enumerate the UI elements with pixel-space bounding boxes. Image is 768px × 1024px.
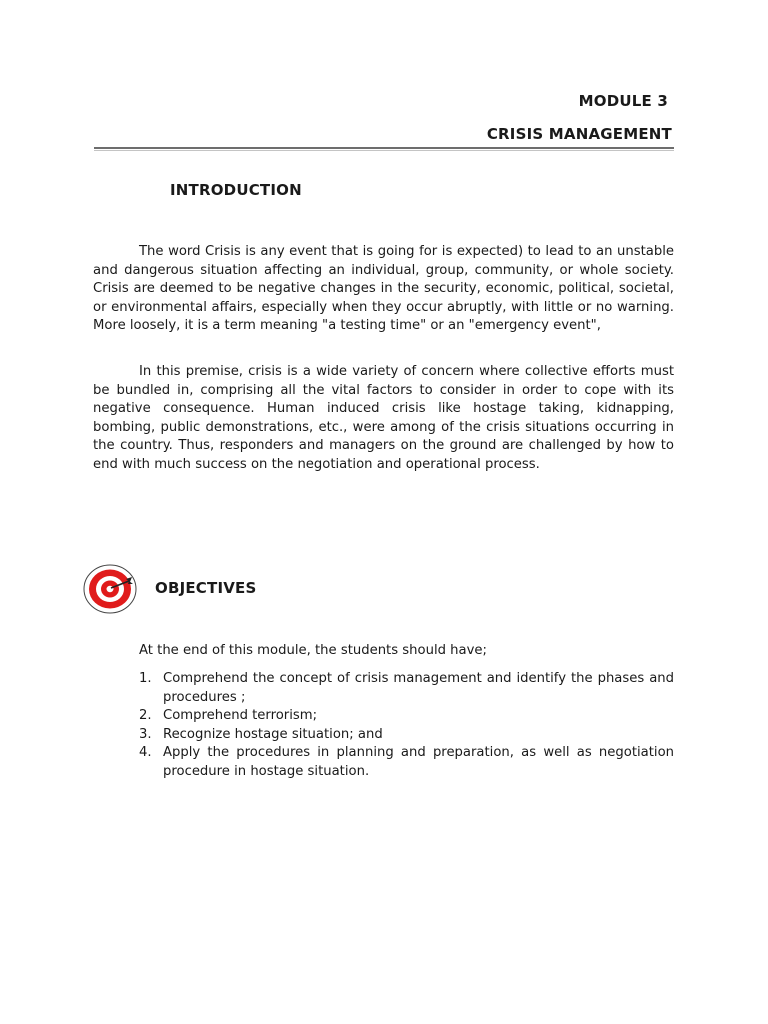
list-item <box>139 726 674 745</box>
introduction-paragraph-1: The word Crisis is any event that is going for is expected) to lead to an unstable and dangerous situation affecting an individual, group, community, or whole society. Crisis are deemed to be negative changes in the security, economic, political, societal, or environmental affairs, especially when they occur abruptly, with little or no warning. More loosely, it is a term meaning "a testing time" or an "emergency event", <box>93 244 674 333</box>
list-item-text: Comprehend the concept of crisis management and identify the phases and procedures ; <box>163 671 674 705</box>
list-item <box>139 670 674 707</box>
list-item-number: 3. <box>139 726 152 742</box>
list-item-text: Recognize hostage situation; and <box>163 726 383 742</box>
target-icon <box>82 562 144 614</box>
list-item <box>139 707 674 726</box>
module-number: MODULE 3 <box>578 92 668 110</box>
objectives-heading: OBJECTIVES <box>155 579 257 597</box>
introduction-paragraph-2: In this premise, crisis is a wide variety of concern where collective efforts must be bundled in, comprising all the vital factors to consider in order to cope with its negative consequence. Human induced crisis like hostage taking, kidnapping, bombing, public demonstrations, etc., were among of the crisis situations occurring in the country. Thus, responders and managers on the ground are challenged by how to end with much success on the negotiation and operational process. <box>93 364 674 472</box>
introduction-heading: INTRODUCTION <box>170 181 302 199</box>
module-title: CRISIS MANAGEMENT <box>486 125 672 143</box>
header-divider <box>94 147 674 151</box>
list-item-number: 2. <box>139 708 152 723</box>
objectives-lead: At the end of this module, the students should have; <box>139 643 487 658</box>
list-item <box>139 744 674 781</box>
list-item-text: Apply the procedures in planning and preparation, as well as negotiation procedure in hostage situation. <box>163 745 674 779</box>
list-item-number: 4. <box>139 745 152 760</box>
list-item-number: 1. <box>139 671 152 686</box>
objectives-list <box>139 670 674 781</box>
list-item-text: Comprehend terrorism; <box>163 708 318 723</box>
